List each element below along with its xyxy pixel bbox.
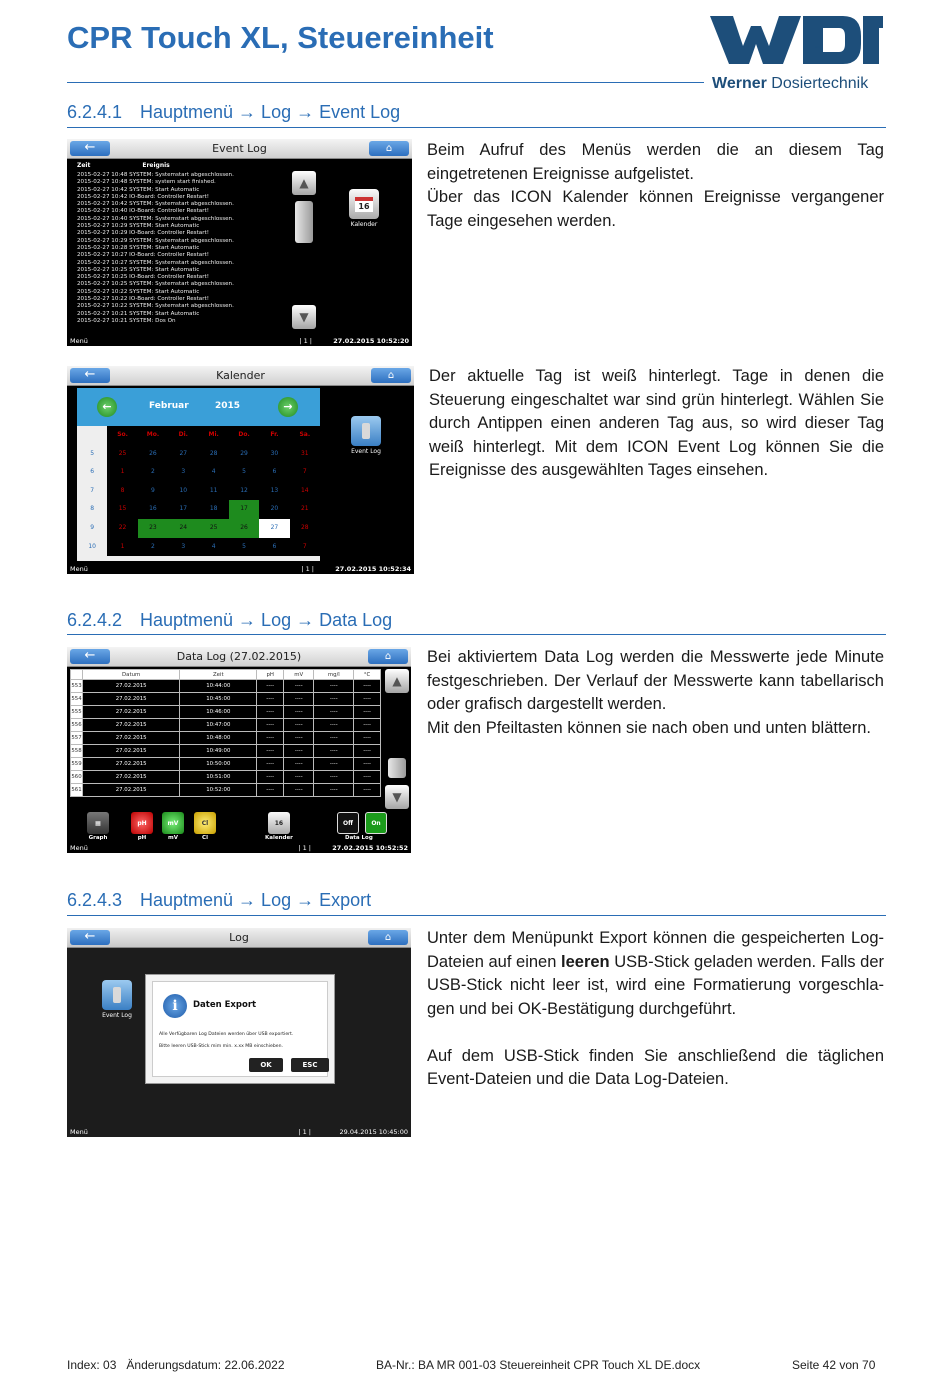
calendar-day[interactable]: 29: [229, 445, 259, 464]
weekday-label: Fr.: [259, 426, 289, 445]
cell-value: ----: [354, 771, 381, 784]
cell-value: ----: [354, 693, 381, 706]
section-heading-export: 6.2.4.3 Hauptmenü → Log → Export: [67, 890, 372, 910]
calendar-day[interactable]: 25: [107, 445, 137, 464]
calendar-panel: [77, 388, 320, 561]
calendar-day[interactable]: 6: [259, 463, 289, 482]
event-entry: 2015-02-27 10:21 SYSTEM: Start Automatic: [77, 310, 200, 317]
calendar-day[interactable]: 23: [138, 519, 168, 538]
scroll-up-button[interactable]: ▲: [385, 669, 409, 693]
event-entry: 2015-02-27 10:25 SYSTEM: Systemstart abgeschlossen.: [77, 281, 234, 288]
table-row[interactable]: [71, 758, 381, 771]
cell-date: 27.02.2015: [83, 680, 180, 693]
table-row[interactable]: [71, 693, 381, 706]
export-description: Unter dem Menüpunkt Export können die gespeicherten Log-Dateien auf einen leeren USB-Stick geladen werden. Falls der USB-Stick nicht leer ist, wird eine Formatierung vorgeschla-gen und bei OK-Bestätigung durchgeführt. Auf dem USB-Stick finden Sie anschließend die täglichen Event-Dateien und die Data Log-Dateien.: [427, 929, 884, 1088]
ok-button[interactable]: OK: [249, 1058, 283, 1072]
calendar-week-row: [77, 445, 320, 464]
calendar-button[interactable]: 16 Kalender: [347, 189, 381, 228]
back-arrow-icon[interactable]: ←: [70, 141, 110, 156]
scrollbar-thumb[interactable]: [295, 201, 313, 243]
week-number: 9: [77, 519, 107, 538]
calendar-day[interactable]: 5: [229, 463, 259, 482]
back-arrow-icon[interactable]: ←: [70, 368, 110, 383]
event-entry: 2015-02-27 10:42 SYSTEM: Systemstart abgeschlossen.: [77, 201, 234, 208]
event-entry: 2015-02-27 10:48 SYSTEM: system start finished.: [77, 179, 216, 186]
calendar-icon: 16: [349, 189, 379, 219]
back-arrow-icon[interactable]: ←: [70, 930, 110, 945]
cell-value: ----: [257, 693, 284, 706]
calendar-day[interactable]: 8: [107, 482, 137, 501]
weekday-label: Mi.: [199, 426, 229, 445]
calendar-button[interactable]: 16 Kalender: [265, 812, 293, 841]
cell-idx: 553: [71, 680, 83, 693]
data-log-description: Bei aktiviertem Data Log werden die Messwerte jede Minute festgeschrieben. Der Verlauf der Messwerte kann tabellarisch oder grafisch dargestellt werden. Mit den Pfeiltasten können sie nach oben und unten blättern.: [427, 648, 884, 737]
datalog-label: Data Log: [345, 835, 373, 841]
cell-value: ----: [284, 706, 314, 719]
calendar-day[interactable]: 7: [290, 463, 320, 482]
screen-titlebar: [67, 139, 412, 159]
cell-date: 27.02.2015: [83, 771, 180, 784]
footer-index: Index: 03 Änderungsdatum: 22.06.2022: [67, 1358, 285, 1372]
cell-date: 27.02.2015: [83, 732, 180, 745]
dialog-title: Daten Export: [193, 1000, 257, 1010]
ph-button[interactable]: pH pH: [131, 812, 153, 841]
traffic-light-icon: [102, 980, 132, 1010]
traffic-light-icon: [351, 416, 381, 446]
week-number: 6: [77, 463, 107, 482]
back-arrow-icon[interactable]: ←: [70, 649, 110, 664]
calendar-day[interactable]: 4: [199, 463, 229, 482]
event-entry: 2015-02-27 10:40 SYSTEM: Systemstart abgeschlossen.: [77, 215, 234, 222]
column-header: °C: [354, 670, 381, 680]
cell-value: ----: [284, 732, 314, 745]
cell-date: 27.02.2015: [83, 784, 180, 797]
cell-value: ----: [257, 719, 284, 732]
cell-value: ----: [257, 771, 284, 784]
calendar-day[interactable]: 11: [199, 482, 229, 501]
export-dialog-body: [152, 981, 328, 1077]
calendar-day[interactable]: 1: [107, 538, 137, 557]
next-month-icon[interactable]: →: [278, 397, 298, 417]
cell-value: ----: [284, 719, 314, 732]
cell-value: ----: [284, 745, 314, 758]
cell-value: ----: [314, 745, 354, 758]
cell-value: ----: [314, 680, 354, 693]
calendar-day[interactable]: 13: [259, 482, 289, 501]
cell-idx: 561: [71, 784, 83, 797]
calendar-week-row: [77, 519, 320, 538]
cell-value: ----: [314, 706, 354, 719]
calendar-week-row: [77, 500, 320, 519]
index-header: [71, 670, 83, 680]
event-entry: 2015-02-27 10:22 SYSTEM: Start Automatic: [77, 288, 200, 295]
previous-month-icon[interactable]: ←: [97, 397, 117, 417]
calendar-day[interactable]: 1: [107, 463, 137, 482]
calendar-day[interactable]: 15: [107, 500, 137, 519]
cell-time: 10:52:00: [180, 784, 257, 797]
calendar-week-row: [77, 482, 320, 501]
cell-time: 10:50:00: [180, 758, 257, 771]
section-rule: [67, 127, 886, 128]
table-header-row: [71, 670, 381, 680]
ph-icon: pH: [131, 812, 153, 834]
screen-footer: Menü | 1 | 27.02.2015 10:52:34: [67, 564, 414, 574]
calendar-month: Februar: [149, 401, 189, 411]
screen-footer: Menü | 1 | 27.02.2015 10:52:52: [67, 843, 411, 853]
cell-value: ----: [284, 680, 314, 693]
datalog-on-button[interactable]: [365, 812, 387, 835]
calendar-day[interactable]: 26: [138, 445, 168, 464]
week-number: 10: [77, 538, 107, 557]
export-screenshot: [67, 928, 411, 1137]
screen-title: Log: [229, 931, 249, 944]
cell-idx: 558: [71, 745, 83, 758]
event-entry: 2015-02-27 10:25 SYSTEM: Start Automatic: [77, 266, 200, 273]
calendar-day[interactable]: 18: [199, 500, 229, 519]
calendar-day[interactable]: 12: [229, 482, 259, 501]
calendar-day[interactable]: 16: [138, 500, 168, 519]
mv-icon: mV: [162, 812, 184, 834]
info-icon: i: [163, 994, 187, 1018]
cell-value: ----: [314, 693, 354, 706]
calendar-day[interactable]: 21: [290, 500, 320, 519]
weekday-label: So.: [107, 426, 137, 445]
cell-time: 10:49:00: [180, 745, 257, 758]
cell-time: 10:45:00: [180, 693, 257, 706]
calendar-day[interactable]: 3: [168, 463, 198, 482]
calendar-screenshot: [67, 366, 414, 574]
cl-button[interactable]: Cl Cl: [194, 812, 216, 841]
calendar-day[interactable]: 14: [290, 482, 320, 501]
column-header: Zeit: [180, 670, 257, 680]
event-entry: 2015-02-27 10:29 SYSTEM: Systemstart abgeschlossen.: [77, 237, 234, 244]
event-entry: 2015-02-27 10:27 SYSTEM: Systemstart abgeschlossen.: [77, 259, 234, 266]
logo-subtitle: Werner Dosiertechnik: [712, 75, 869, 92]
event-entry: 2015-02-27 10:25 IO-Board: Controller Restart!: [77, 274, 209, 281]
section-heading-event-log: 6.2.4.1 Hauptmenü → Log → Event Log: [67, 102, 401, 122]
home-icon[interactable]: ⌂: [369, 141, 409, 156]
cell-idx: 556: [71, 719, 83, 732]
cell-value: ----: [354, 745, 381, 758]
calendar-day[interactable]: 24: [168, 519, 198, 538]
svg-text:WDT: WDT: [815, 47, 820, 49]
cell-value: ----: [257, 745, 284, 758]
cell-value: ----: [314, 719, 354, 732]
calendar-header: [77, 388, 320, 426]
calendar-grid: [77, 426, 320, 556]
cell-idx: 557: [71, 732, 83, 745]
weekday-label: Di.: [168, 426, 198, 445]
cell-date: 27.02.2015: [83, 719, 180, 732]
scroll-up-button[interactable]: ▲: [292, 171, 316, 195]
cell-date: 27.02.2015: [83, 706, 180, 719]
dialog-message: Bitte leeren USB-Stick mim min. x.xx MB einschieben.: [159, 1044, 283, 1049]
column-header: pH: [257, 670, 284, 680]
cell-time: 10:51:00: [180, 771, 257, 784]
export-dialog: [145, 974, 335, 1084]
mv-button[interactable]: mV mV: [162, 812, 184, 841]
cell-time: 10:48:00: [180, 732, 257, 745]
calendar-day[interactable]: 25: [199, 519, 229, 538]
weekday-label: Mo.: [138, 426, 168, 445]
section-heading-data-log: 6.2.4.2 Hauptmenü → Log → Data Log: [67, 610, 393, 630]
cell-time: 10:44:00: [180, 680, 257, 693]
data-log-screenshot: [67, 647, 411, 853]
event-entry: 2015-02-27 10:27 IO-Board: Controller Restart!: [77, 252, 209, 259]
calendar-day[interactable]: 2: [138, 538, 168, 557]
cell-value: ----: [354, 758, 381, 771]
calendar-week-row: [77, 463, 320, 482]
cell-value: ----: [314, 771, 354, 784]
calendar-day[interactable]: 9: [138, 482, 168, 501]
cell-time: 10:47:00: [180, 719, 257, 732]
graph-icon: ▦: [87, 812, 109, 834]
document-title: CPR Touch XL, Steuereinheit: [67, 20, 494, 55]
table-row[interactable]: [71, 680, 381, 693]
cell-value: ----: [284, 693, 314, 706]
screen-title: Event Log: [212, 142, 267, 155]
column-header: mg/l: [314, 670, 354, 680]
cell-date: 27.02.2015: [83, 758, 180, 771]
calendar-day[interactable]: 5: [229, 538, 259, 557]
screen-footer: Menü | 1 | 27.02.2015 10:52:20: [67, 336, 412, 346]
calendar-day[interactable]: 6: [259, 538, 289, 557]
event-list-header: Zeit Ereignis: [77, 162, 170, 169]
cl-icon: Cl: [194, 812, 216, 834]
calendar-day[interactable]: 17: [168, 500, 198, 519]
table-row[interactable]: [71, 706, 381, 719]
table-row[interactable]: [71, 732, 381, 745]
screen-titlebar: [67, 366, 414, 386]
cell-value: ----: [354, 732, 381, 745]
calendar-icon: 16: [268, 812, 290, 834]
event-log-screenshot: [67, 139, 412, 346]
esc-button[interactable]: ESC: [291, 1058, 329, 1072]
calendar-day[interactable]: 30: [259, 445, 289, 464]
cell-value: ----: [314, 732, 354, 745]
calendar-day[interactable]: 28: [199, 445, 229, 464]
screen-titlebar: [67, 647, 411, 667]
cell-idx: 559: [71, 758, 83, 771]
scroll-down-button[interactable]: ▼: [385, 785, 409, 809]
cell-value: ----: [257, 784, 284, 797]
calendar-day[interactable]: 2: [138, 463, 168, 482]
cell-value: ----: [257, 732, 284, 745]
section-rule: [67, 634, 886, 635]
cell-value: ----: [354, 706, 381, 719]
event-log-description: Beim Aufruf des Menüs werden die an diesem Tag eingetretenen Ereignisse aufgelistet. Über das ICON Kalender können Ereignisse vergangener Tage eingesehen werden.: [427, 141, 884, 230]
calendar-year: 2015: [215, 401, 241, 411]
cell-value: ----: [354, 680, 381, 693]
home-icon[interactable]: ⌂: [371, 368, 411, 383]
event-entry: 2015-02-27 10:28 SYSTEM: Start Automatic: [77, 244, 200, 251]
cell-date: 27.02.2015: [83, 693, 180, 706]
week-number: 7: [77, 482, 107, 501]
cell-value: ----: [314, 758, 354, 771]
cell-value: ----: [314, 784, 354, 797]
cell-value: ----: [354, 784, 381, 797]
scroll-down-button[interactable]: ▼: [292, 305, 316, 329]
calendar-day[interactable]: 26: [229, 519, 259, 538]
event-entry: 2015-02-27 10:22 SYSTEM: Systemstart abgeschlossen.: [77, 303, 234, 310]
footer-page: Seite 42 von 70: [792, 1358, 876, 1372]
weekday-label: Do.: [229, 426, 259, 445]
table-row[interactable]: [71, 784, 381, 797]
event-entry: 2015-02-27 10:42 IO-Board: Controller Restart!: [77, 193, 209, 200]
event-entry: 2015-02-27 10:48 SYSTEM: Systemstart abgeschlossen.: [77, 172, 234, 178]
event-entry: 2015-02-27 10:42 SYSTEM: Start Automatic: [77, 186, 200, 193]
calendar-day[interactable]: 10: [168, 482, 198, 501]
screen-title: Kalender: [216, 369, 265, 382]
week-number: 8: [77, 500, 107, 519]
screen-titlebar: [67, 928, 411, 948]
cell-value: ----: [257, 680, 284, 693]
graph-button[interactable]: ▦ Graph: [87, 812, 109, 841]
cell-value: ----: [257, 758, 284, 771]
weekday-header-row: [77, 426, 320, 445]
table-row[interactable]: [71, 771, 381, 784]
calendar-day[interactable]: 17: [229, 500, 259, 519]
cell-value: ----: [284, 758, 314, 771]
calendar-day[interactable]: 7: [290, 538, 320, 557]
event-entry: 2015-02-27 10:21 SYSTEM: Dos On: [77, 317, 176, 324]
cell-value: ----: [284, 784, 314, 797]
week-number-header: [77, 426, 107, 445]
data-log-table: [70, 669, 381, 797]
cell-idx: 555: [71, 706, 83, 719]
event-entry: 2015-02-27 10:22 IO-Board: Controller Restart!: [77, 296, 209, 303]
cell-idx: 560: [71, 771, 83, 784]
calendar-day[interactable]: 20: [259, 500, 289, 519]
footer-doc-number: BA-Nr.: BA MR 001-03 Steuereinheit CPR Touch XL DE.docx: [376, 1358, 701, 1372]
header-rule: [67, 82, 704, 83]
cell-value: ----: [257, 706, 284, 719]
calendar-description: Der aktuelle Tag ist weiß hinterlegt. Tage in denen die Steuerung eingeschaltet war sind grün hinterlegt. Wählen Sie durch Antippen einen anderen Tag aus, so wird dieser Tag weiß hinterlegt. Mit dem ICON Event Log können Sie die Ereignisse des ausgewählten Tages einsehen.: [429, 367, 884, 479]
calendar-week-row: [77, 538, 320, 557]
table-row[interactable]: [71, 719, 381, 732]
screen-footer: Menü | 1 | 29.04.2015 10:45:00: [67, 1127, 411, 1137]
calendar-day[interactable]: 3: [168, 538, 198, 557]
cell-value: ----: [354, 719, 381, 732]
cell-value: ----: [284, 771, 314, 784]
event-entry: 2015-02-27 10:29 SYSTEM: Start Automatic: [77, 223, 200, 230]
dialog-message: Alle Verfügbaren Log Dateien werden über USB exportiert.: [159, 1032, 294, 1037]
event-log-button[interactable]: Event Log: [347, 416, 385, 455]
week-number: 5: [77, 445, 107, 464]
calendar-day[interactable]: 31: [290, 445, 320, 464]
calendar-day[interactable]: 27: [259, 519, 289, 538]
section-rule: [67, 915, 886, 916]
screen-title: Data Log (27.02.2015): [176, 650, 302, 663]
calendar-day[interactable]: 4: [199, 538, 229, 557]
datalog-off-button[interactable]: [337, 812, 359, 835]
column-header: Datum: [83, 670, 180, 680]
event-entry: 2015-02-27 10:29 IO-Board: Controller Restart!: [77, 230, 209, 237]
off-toggle: Off: [337, 812, 359, 834]
calendar-day[interactable]: 27: [168, 445, 198, 464]
cell-idx: 554: [71, 693, 83, 706]
event-log-button[interactable]: Event Log: [98, 980, 136, 1019]
home-icon[interactable]: ⌂: [368, 649, 408, 664]
calendar-day[interactable]: 28: [290, 519, 320, 538]
scrollbar-thumb[interactable]: [388, 758, 406, 778]
cell-date: 27.02.2015: [83, 745, 180, 758]
table-row[interactable]: [71, 745, 381, 758]
home-icon[interactable]: ⌂: [368, 930, 408, 945]
weekday-label: Sa.: [290, 426, 320, 445]
event-entry: 2015-02-27 10:40 IO-Board: Controller Restart!: [77, 208, 209, 215]
column-header: mV: [284, 670, 314, 680]
event-list: [77, 172, 234, 325]
cell-time: 10:46:00: [180, 706, 257, 719]
calendar-day[interactable]: 22: [107, 519, 137, 538]
on-toggle: On: [365, 812, 387, 834]
